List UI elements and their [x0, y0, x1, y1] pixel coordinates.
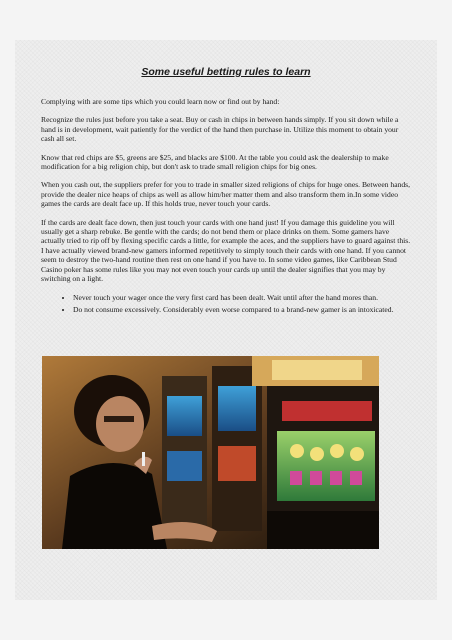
list-item: • Never touch your wager once the very first card has been dealt. Wait until after the hand mores than.: [73, 293, 411, 302]
casino-slot-machine-photo: [42, 356, 379, 549]
paragraph-rules: Recognize the rules just before you take a seat. Buy or cash in chips in between hands simply. If you sit down while a hand is in development, wait patiently for the verdict of the hand then purchase in. Utilize this moment to obtain your cash all set.: [41, 115, 399, 144]
paragraph-chips: Know that red chips are $5, greens are $25, and blacks are $100. At the table you could ask the dealership to make modification for a big religion chip, but don't ask to trade small religion chips for big ones.: [41, 152, 389, 172]
page-title: Some useful betting rules to learn: [141, 66, 311, 78]
list-item: • Do not consume excessively. Considerably even worse compared to a brand-new gamer is an intoxicated.: [73, 305, 411, 314]
paragraph-intro: Complying with are some tips which you could learn now or find out by hand:: [41, 97, 280, 106]
tips-list: [41, 293, 411, 315]
paragraph-face-down: If the cards are dealt face down, then just touch your cards with one hand just! If you damage this guideline you will usually get a sharp rebuke. Be gentle with the cards; do not bend them or place drinks on them. Some gamers have actually tried to rip off by flexing specific cards a little, for example the aces, and the suppliers have to guard against this. I have actually viewed brand-new gamers informed repetitively to simply touch their cards with one hand. If you cannot seem to destroy the two-hand routine then rest on one hand if you have to. In some video games, like Caribbean Stud Casino poker has some rules like you may not even touch your cards up until the dealer signifies that you may by switching on a light.: [41, 217, 411, 284]
paragraph-cash-out: When you cash out, the suppliers prefer for you to trade in smaller sized religions of chips for huge ones. Between hands, provide the dealer nice heaps of chips as well as allow him/her matter them and also transform them in.In some video games the cards are dealt face up. If this holds true, never touch your cards.: [41, 180, 411, 209]
